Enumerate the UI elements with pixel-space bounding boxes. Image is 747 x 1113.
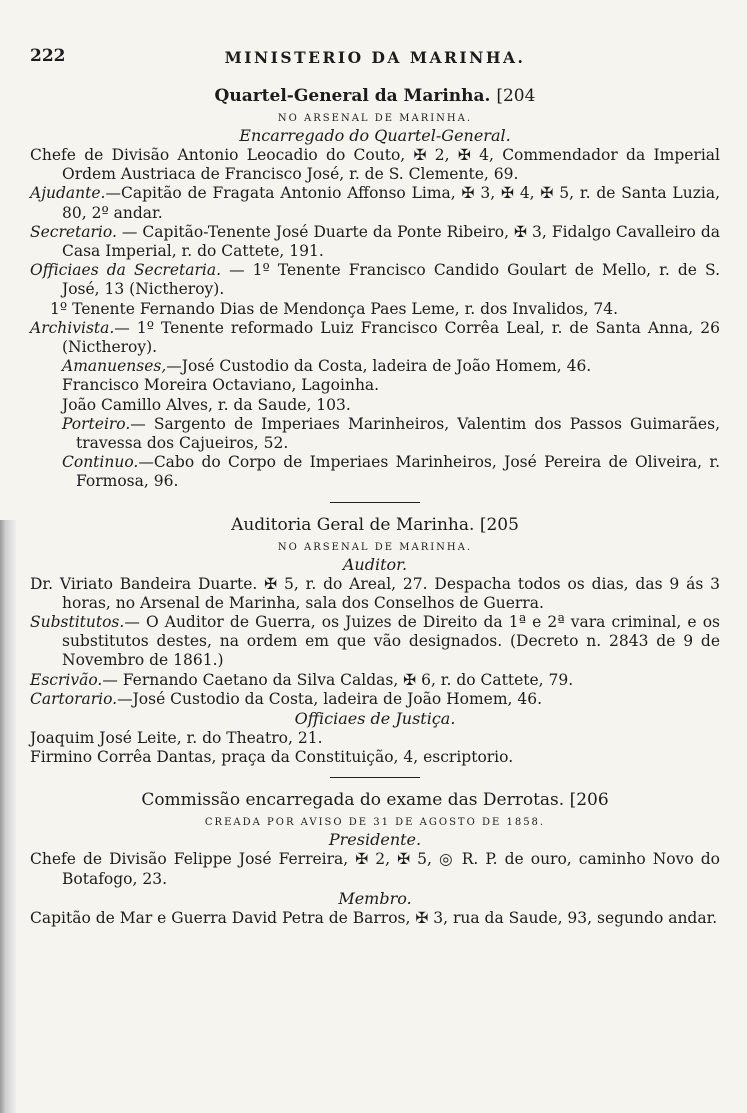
- entry-role: Continuo.: [62, 453, 139, 472]
- entry-amanuenses: [30, 357, 720, 376]
- page-header: [30, 46, 720, 76]
- section-title-text: Commissão encarregada do exame das Derrotas.: [141, 790, 565, 811]
- entry-text: —Cabo do Corpo de Imperiaes Marinheiros, José Pereira de Oliveira, r. Formosa, 96.: [76, 453, 720, 491]
- entry-text: João Camillo Alves, r. da Saude, 103.: [62, 395, 351, 414]
- entry-officiaes: [30, 261, 720, 299]
- entry-text: Firmino Corrêa Dantas, praça da Constituição, 4, escriptorio.: [30, 748, 514, 767]
- entry-amanuense-2: [30, 376, 720, 395]
- entry-role: Cartorario.: [30, 689, 118, 708]
- section-quartel-general: [30, 86, 720, 492]
- section-title-text: Quartel-General da Marinha.: [214, 86, 491, 106]
- section-title-text: Auditoria Geral de Marinha.: [231, 514, 475, 535]
- section-subheading-2: Membro.: [338, 888, 412, 908]
- entry-text: Chefe de Divisão Antonio Leocadio do Couto, ✠ 2, ✠ 4, Commendador da Imperial Ordem Austriaca de Francisco José, r. de S. Clemente, 69.: [30, 146, 720, 184]
- section-number: [204: [496, 86, 536, 106]
- entry-membro: [30, 909, 720, 928]
- entry-text: Chefe de Divisão Felippe José Ferreira, ✠ 2, ✠ 5, ◎ R. P. de ouro, caminho Novo do Botafogo, 23.: [30, 850, 720, 888]
- entry-text: — Fernando Caetano da Silva Caldas, ✠ 6, r. do Cattete, 79.: [102, 670, 574, 689]
- section-auditoria: [30, 515, 720, 768]
- entry-text: — Sargento de Imperiaes Marinheiros, Valentim dos Passos Guimarães, travessa dos Cajueiros, 52.: [76, 414, 720, 453]
- section-location: NO ARSENAL DE MARINHA.: [277, 113, 473, 124]
- section-number: [205: [479, 514, 519, 535]
- running-head: MINISTERIO DA MARINHA.: [224, 48, 526, 67]
- section-title: [30, 86, 720, 106]
- entry-role: Secretario.: [30, 222, 117, 241]
- page-number: 222: [30, 46, 66, 66]
- entry-role: Escrivão.: [30, 670, 103, 689]
- entry-role: Archivista.: [30, 318, 115, 337]
- section-divider: [330, 502, 420, 503]
- section-subheading: Auditor.: [342, 554, 408, 574]
- section-commissao: [30, 790, 720, 928]
- book-binding-edge: [0, 520, 16, 1113]
- entry-role: Amanuenses,: [62, 357, 167, 376]
- entry-role: Substitutos.: [30, 613, 125, 632]
- entry-text: Dr. Viriato Bandeira Duarte. ✠ 5, r. do Areal, 27. Despacha todos os dias, das 9 ás 3 horas, no Arsenal de Marinha, sala dos Conselhos de Guerra.: [30, 574, 720, 612]
- entry-text: — 1º Tenente reformado Luiz Francisco Corrêa Leal, r. de Santa Anna, 26 (Nictheroy).: [62, 318, 720, 357]
- entry-justica-2: [30, 748, 720, 767]
- entry-text: —José Custodio da Costa, ladeira de João Homem, 46.: [166, 357, 592, 376]
- entry-presidente: [30, 850, 720, 888]
- section-subheading: Presidente.: [328, 830, 422, 850]
- entry-text: —José Custodio da Costa, ladeira de João Homem, 46.: [117, 689, 543, 708]
- entry-role: Porteiro.: [62, 414, 131, 433]
- entry-porteiro: [30, 415, 720, 453]
- entry-text: — 1º Tenente Francisco Candido Goulart de Mello, r. de S. José, 13 (Nictheroy).: [62, 261, 720, 299]
- section-location: NO ARSENAL DE MARINHA.: [277, 541, 473, 553]
- section-divider: [330, 777, 420, 778]
- entry-role: Officiaes da Secretaria.: [30, 261, 222, 280]
- entry-text: Joaquim José Leite, r. do Theatro, 21.: [30, 729, 323, 748]
- entry-text: — Capitão-Tenente José Duarte da Ponte Ribeiro, ✠ 3, Fidalgo Cavalleiro da Casa Imperial, r. do Cattete, 191.: [62, 222, 720, 261]
- entry-ajudante: [30, 184, 720, 222]
- entry-secretario: [30, 223, 720, 261]
- entry-justica-1: [30, 729, 720, 748]
- entry-officiaes-2: [30, 300, 720, 319]
- entry-continuo: [30, 453, 720, 491]
- section-location: CREADA POR AVISO DE 31 DE AGOSTO DE 1858.: [204, 817, 546, 829]
- section-number: [206: [569, 790, 609, 811]
- section-title: [30, 515, 720, 535]
- entry-text: Capitão de Mar e Guerra David Petra de Barros, ✠ 3, rua da Saude, 93, segundo andar.: [30, 908, 718, 927]
- entry-role: Ajudante.: [30, 184, 106, 203]
- entry-auditor: [30, 575, 720, 613]
- entry-escrivao: [30, 671, 720, 690]
- entry-archivista: [30, 319, 720, 357]
- entry-amanuense-3: [30, 396, 720, 415]
- section-subheading: Encarregado do Quartel-General.: [239, 126, 511, 145]
- entry-text: —Capitão de Fragata Antonio Affonso Lima, ✠ 3, ✠ 4, ✠ 5, r. de Santa Luzia, 80, 2º andar.: [62, 184, 720, 222]
- entry-cartorario: [30, 690, 720, 709]
- entry-chefe: [30, 146, 720, 184]
- document-page: [30, 46, 720, 928]
- section-title: [30, 790, 720, 810]
- entry-text: — O Auditor de Guerra, os Juizes de Direito da 1ª e 2ª vara criminal, e os substitutos destes, na ordem em que vão designados. (Decreto n. 2843 de 9 de Novembro de 1861.): [62, 613, 720, 670]
- entry-text: Francisco Moreira Octaviano, Lagoinha.: [62, 376, 380, 395]
- entry-substitutos: [30, 613, 720, 671]
- section-subheading-2: Officiaes de Justiça.: [294, 709, 456, 729]
- entry-text: 1º Tenente Fernando Dias de Mendonça Paes Leme, r. dos Invalidos, 74.: [50, 299, 619, 318]
